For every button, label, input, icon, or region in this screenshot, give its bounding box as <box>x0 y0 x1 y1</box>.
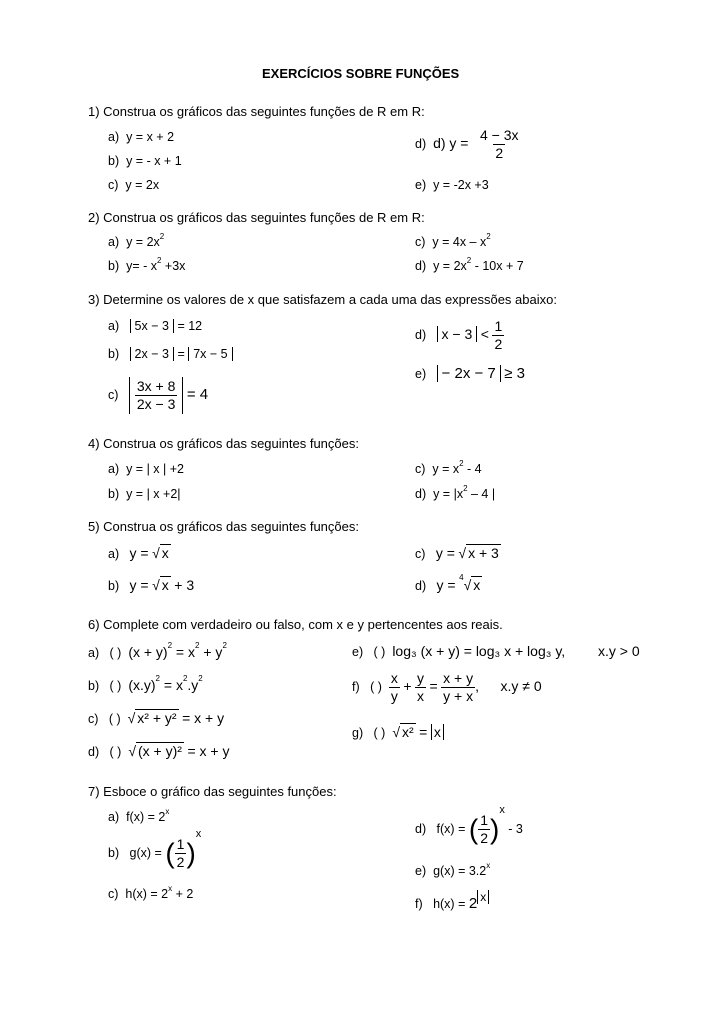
q2-d-expr-tail: - 10x + 7 <box>471 259 524 273</box>
q5-item-c <box>415 544 501 561</box>
q7-f-lhs: h(x) = <box>433 897 466 911</box>
q6-b-exp2: 2 <box>182 674 188 683</box>
left-paren-icon: ( <box>165 837 175 869</box>
q5-d-lhs: y = <box>436 577 456 593</box>
q3-c-denominator: 2x − 3 <box>136 396 176 412</box>
q1-item-b <box>108 154 182 168</box>
q2-c-expr: y = 4x – x <box>432 235 487 249</box>
q5-b-label: b) <box>108 579 120 593</box>
q3-item-b <box>108 347 233 361</box>
q4-c-expr-tail: - 4 <box>463 462 482 476</box>
q7-c-label: c) <box>108 887 119 901</box>
sqrt-icon: √ <box>463 577 472 593</box>
q3-item-c <box>108 377 208 414</box>
q1-d-numerator: 4 − 3x <box>479 127 519 143</box>
q4-c-exponent: 2 <box>459 459 464 468</box>
q6-f-num2: y <box>416 670 424 686</box>
q6-f-den1: y <box>390 688 398 704</box>
q2-b-expr-tail: +3x <box>161 259 186 273</box>
q7-c-expr-tail: + 2 <box>172 887 194 901</box>
q4-d-expr-tail: – 4 | <box>467 487 496 501</box>
right-paren-icon: ) <box>489 813 500 845</box>
q3-e-label: e) <box>415 367 427 381</box>
q2-c-label: c) <box>415 235 426 249</box>
q5-b-lhs: y = <box>129 577 149 593</box>
q3-d-absolute: x − 3 <box>437 326 478 342</box>
q6-f-den2: x <box>416 688 424 704</box>
q6-f-condition: x.y ≠ 0 <box>500 677 542 694</box>
q5-item-d <box>415 573 482 593</box>
q6-d-rhs: = x + y <box>187 743 230 759</box>
q6-f-fraction-3 <box>441 670 475 705</box>
q5-c-label: c) <box>415 547 426 561</box>
q4-item-b <box>108 487 181 501</box>
q7-b-den: 2 <box>176 854 185 870</box>
q7-d-fraction <box>478 812 490 847</box>
q3-e-absolute: − 2x − 7 <box>437 365 501 382</box>
q6-a-expr3: + y <box>199 644 223 660</box>
q3-c-label: c) <box>108 387 119 402</box>
q1-a-label: a) <box>108 130 120 144</box>
q6-g-label: g) <box>352 726 364 740</box>
q6-item-e <box>352 643 565 659</box>
q6-c-label: c) <box>88 712 99 726</box>
q3-c-rhs: = 4 <box>186 385 209 403</box>
q1-b-expr: y = - x + 1 <box>126 154 182 168</box>
q1-item-d <box>415 127 521 162</box>
q6-a-expr2: = x <box>172 644 196 660</box>
q6-b-exp1: 2 <box>155 674 160 683</box>
q7-f-exponent-absolute: x <box>477 890 489 904</box>
q6-b-expr: (x.y) <box>128 677 156 693</box>
q6-f-fraction-1 <box>389 670 400 705</box>
q7-b-num: 1 <box>176 836 185 852</box>
q3-e-rhs: ≥ 3 <box>504 365 525 382</box>
q6-f-plus: + <box>403 677 412 694</box>
question-3-statement: 3) Determine os valores de x que satisfazem a cada uma das expressões abaixo: <box>88 292 557 307</box>
q6-f-label: f) <box>352 679 360 694</box>
left-paren-icon: ( <box>468 813 479 845</box>
q2-item-c <box>415 232 491 249</box>
q7-item-f <box>415 890 489 912</box>
q7-b-lhs: g(x) = <box>129 845 162 860</box>
q3-d-numerator: 1 <box>494 318 503 334</box>
q4-a-expr: y = | x | +2 <box>126 462 184 476</box>
q6-e-condition: x.y > 0 <box>598 643 640 659</box>
q5-d-label: d) <box>415 579 427 593</box>
q7-b-fraction <box>175 836 187 871</box>
q5-a-label: a) <box>108 547 120 561</box>
sqrt-icon: √ <box>152 577 160 593</box>
q5-item-b <box>108 576 194 593</box>
q6-a-answer-blank[interactable]: ( ) <box>109 646 122 660</box>
q1-e-label: e) <box>415 178 427 192</box>
q4-c-label: c) <box>415 462 426 476</box>
q7-item-c <box>108 884 194 901</box>
q2-a-label: a) <box>108 235 120 249</box>
q3-item-d <box>415 318 504 353</box>
q6-a-exp2: 2 <box>195 641 200 650</box>
q3-d-label: d) <box>415 327 427 342</box>
q3-c-absolute <box>129 377 184 414</box>
q2-item-a <box>108 232 165 249</box>
q2-b-expr: y= - x <box>126 259 157 273</box>
q6-g-rhs: = <box>419 724 428 740</box>
q2-a-exponent: 2 <box>159 232 165 241</box>
q3-b-label: b) <box>108 347 120 361</box>
q3-d-operator: < <box>480 325 489 342</box>
q7-item-d <box>415 804 523 847</box>
q6-f-den3: y + x <box>443 688 474 704</box>
q3-c-fraction <box>135 378 178 413</box>
q2-a-expr: y = 2x <box>126 235 160 249</box>
q6-b-answer-blank[interactable]: ( ) <box>109 679 122 693</box>
q6-item-d <box>88 742 229 759</box>
q6-e-label: e) <box>352 645 364 659</box>
q4-item-c <box>415 459 482 476</box>
q7-a-expr: f(x) = 2 <box>126 810 166 824</box>
q6-f-equals: = <box>429 677 438 694</box>
q4-item-a <box>108 462 184 476</box>
q1-e-expr: y = -2x +3 <box>433 178 489 192</box>
q5-b-sqrt: √ x <box>152 577 169 593</box>
q5-a-sqrt: √ x <box>152 545 169 561</box>
q1-d-fraction <box>478 127 521 162</box>
q6-b-expr3: .y <box>187 677 199 693</box>
q6-item-f <box>352 670 542 705</box>
q4-d-label: d) <box>415 487 427 501</box>
q7-a-label: a) <box>108 810 120 824</box>
q1-item-e <box>415 178 489 192</box>
sqrt-icon: √ <box>392 724 400 740</box>
q4-a-label: a) <box>108 462 120 476</box>
q6-a-exp1: 2 <box>167 641 173 650</box>
q7-e-exponent: x <box>486 861 491 870</box>
q7-d-exponent: x <box>499 804 505 816</box>
sqrt-icon: √ <box>152 545 160 561</box>
q7-f-base: 2 <box>468 895 478 912</box>
q2-d-expr: y = 2x <box>433 259 467 273</box>
q7-d-num: 1 <box>480 812 488 828</box>
q7-b-exponent: x <box>195 828 202 840</box>
q6-e-answer-blank[interactable]: ( ) <box>373 645 386 659</box>
q5-b-rhs: + 3 <box>174 577 195 593</box>
q7-item-b <box>108 828 202 871</box>
q6-f-num1: x <box>390 670 398 686</box>
q6-a-label: a) <box>88 646 100 660</box>
q7-c-exponent: x <box>168 884 173 893</box>
q3-b-absolute-left: 2x − 3 <box>130 347 174 361</box>
q3-c-numerator: 3x + 8 <box>136 378 176 394</box>
q6-e-expr: log₃ (x + y) = log₃ x + log₃ y, <box>392 643 566 659</box>
q5-item-a <box>108 544 171 561</box>
q5-c-lhs: y = <box>435 545 455 561</box>
question-4-statement: 4) Construa os gráficos das seguintes funções: <box>88 436 359 451</box>
q6-f-fraction-2 <box>415 670 426 705</box>
q3-b-equals: = <box>177 347 185 361</box>
q6-c-rhs: = x + y <box>182 710 225 726</box>
question-6-statement: 6) Complete com verdadeiro ou falso, com x e y pertencentes aos reais. <box>88 617 503 632</box>
q6-f-num3: x + y <box>443 670 474 686</box>
q1-item-c <box>108 178 159 192</box>
q3-d-fraction <box>492 318 504 353</box>
q1-c-label: c) <box>108 178 119 192</box>
q6-f-comma: , <box>475 677 479 694</box>
q6-d-answer-blank[interactable]: ( ) <box>109 745 122 759</box>
q2-b-label: b) <box>108 259 120 273</box>
q1-c-expr: y = 2x <box>125 178 160 192</box>
q3-d-denominator: 2 <box>494 336 503 352</box>
q5-a-lhs: y = <box>129 545 149 561</box>
right-paren-icon: ) <box>186 837 196 869</box>
q2-d-label: d) <box>415 259 427 273</box>
q6-a-exp3: 2 <box>222 641 227 650</box>
question-5-statement: 5) Construa os gráficos das seguintes funções: <box>88 519 359 534</box>
sqrt-icon: √ <box>128 743 136 759</box>
q3-a-label: a) <box>108 319 120 333</box>
q4-d-exponent: 2 <box>463 484 468 493</box>
q6-c-answer-blank[interactable]: ( ) <box>108 712 121 726</box>
q6-c-sqrt: √ x² + y² <box>127 710 177 726</box>
q7-item-e <box>415 861 491 878</box>
q2-b-exponent: 2 <box>157 256 162 265</box>
q5-d-root: $^4$√ x <box>459 573 481 593</box>
q6-item-a <box>88 641 227 660</box>
q4-d-expr: y = |x <box>433 487 464 501</box>
q6-item-g <box>352 723 444 740</box>
q6-g-absolute: x <box>431 724 444 740</box>
q4-c-expr: y = x <box>432 462 460 476</box>
q1-a-expr: y = x + 2 <box>126 130 175 144</box>
q2-d-exponent: 2 <box>466 256 472 265</box>
question-1-statement: 1) Construa os gráficos das seguintes funções de R em R: <box>88 104 425 119</box>
q7-a-exponent: x <box>165 807 170 816</box>
q6-d-sqrt: √ (x + y)² <box>128 743 182 759</box>
q3-a-rhs: = 12 <box>177 319 203 333</box>
q7-b-label: b) <box>108 845 120 860</box>
q6-f-answer-blank[interactable]: ( ) <box>370 679 382 694</box>
q1-b-label: b) <box>108 154 120 168</box>
q6-a-expr: (x + y) <box>128 644 168 660</box>
q7-d-den: 2 <box>480 830 488 846</box>
q1-d-prefix: d) y = <box>433 134 469 151</box>
q6-b-exp3: 2 <box>198 674 203 683</box>
page-title: EXERCÍCIOS SOBRE FUNÇÕES <box>262 66 460 81</box>
q4-b-label: b) <box>108 487 120 501</box>
q3-b-absolute-right: 7x − 5 <box>188 347 232 361</box>
q7-item-a <box>108 807 170 824</box>
q2-c-exponent: 2 <box>486 232 491 241</box>
q5-d-root-index: 4 <box>459 573 464 582</box>
q7-f-label: f) <box>415 897 423 911</box>
q7-d-lhs: f(x) = <box>436 821 466 836</box>
q7-e-expr: g(x) = 3.2 <box>433 864 487 878</box>
q7-c-expr: h(x) = 2 <box>125 887 169 901</box>
q2-item-d <box>415 256 524 273</box>
q7-e-label: e) <box>415 864 427 878</box>
q3-item-e <box>415 365 525 382</box>
q6-item-b <box>88 674 203 693</box>
q1-item-a <box>108 130 174 144</box>
q4-item-d <box>415 484 496 501</box>
q1-d-denominator: 2 <box>495 145 504 161</box>
q7-d-rhs: - 3 <box>508 821 523 836</box>
q6-item-c <box>88 709 224 726</box>
q3-a-absolute: 5x − 3 <box>130 319 174 333</box>
question-2-statement: 2) Construa os gráficos das seguintes funções de R em R: <box>88 210 425 225</box>
q6-g-answer-blank[interactable]: ( ) <box>373 726 386 740</box>
q6-b-expr2: = x <box>159 677 183 693</box>
q1-d-label: d) <box>415 136 427 151</box>
q7-d-label: d) <box>415 821 427 836</box>
sqrt-icon: √ <box>127 710 136 726</box>
q6-g-sqrt: √ x² <box>392 724 414 740</box>
sqrt-icon: √ <box>458 545 467 561</box>
question-7-statement: 7) Esboce o gráfico das seguintes funções: <box>88 784 337 799</box>
q6-b-label: b) <box>88 679 100 693</box>
q2-item-b <box>108 256 186 273</box>
q6-d-label: d) <box>88 745 100 759</box>
q3-item-a <box>108 319 202 333</box>
q4-b-expr: y = | x +2| <box>126 487 181 501</box>
q5-c-sqrt: √ x + 3 <box>458 545 499 561</box>
